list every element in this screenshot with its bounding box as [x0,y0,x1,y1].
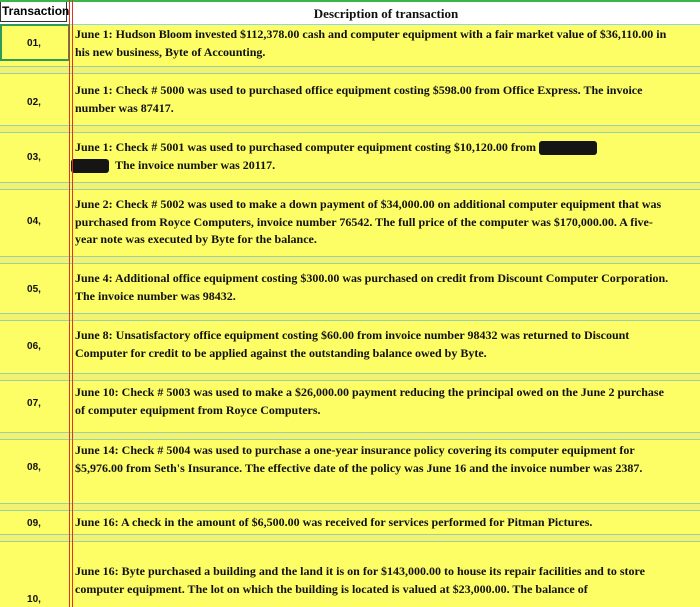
transaction-description: June 16: A check in the amount of $6,500.00 was received for services performed for Pitman Pictures. [75,515,593,529]
header-description: Description of transaction [313,6,459,21]
transaction-description: June 14: Check # 5004 was used to purchase a one-year insurance policy covering its computer equipment for $5,976.00 from Seth's Insurance. The effective date of the policy was June 16 and the invoice number was 2387. [75,443,643,475]
transaction-description: June 10: Check # 5003 was used to make a $26,000.00 payment reducing the principal owed on the June 2 purchase of computer equipment from Royce Computers. [75,385,664,417]
redaction-mark [539,141,597,155]
header-transaction: Transaction [0,0,67,22]
transaction-description: June 2: Check # 5002 was used to make a down payment of $34,000.00 on additional computer equipment that was purchased from Royce Computers, invoice number 76542. The full price of the computer was $170,000.00. A five-year note was executed by Byte for the balance. [75,197,662,246]
transaction-number: 05, [27,284,41,295]
row-separator [0,534,700,542]
transaction-description [75,139,675,174]
row-separator [0,182,700,190]
table-row [0,190,700,254]
margin-line [72,0,73,607]
table-row [0,381,700,433]
header-row [0,0,700,25]
table-row [0,511,700,535]
table-row [0,440,700,504]
transaction-number: 10, [27,594,41,605]
row-separator [0,503,700,511]
transaction-number: 01, [27,38,41,49]
top-rule [0,0,700,2]
row-separator [0,313,700,321]
redaction-mark [71,159,109,173]
transaction-number: 08, [27,462,41,473]
transaction-number: 07, [27,398,41,409]
transaction-description: June 1: Check # 5000 was used to purchased office equipment costing $598.00 from Office Express. The invoice number was 87417. [75,83,643,115]
transaction-number: 04, [27,216,41,227]
transaction-number: 09, [27,518,41,529]
row-separator [0,66,700,74]
margin-line [69,0,70,607]
table-row [0,321,700,373]
description-part-a: June 1: Check # 5001 was used to purchased computer equipment costing $10,120.00 from [75,140,537,154]
transaction-description: June 8: Unsatisfactory office equipment costing $60.00 from invoice number 98432 was returned to Discount Computer for credit to be applied against the outstanding balance owed by Byte. [75,328,630,360]
transaction-description: June 16: Byte purchased a building and the land it is on for $143,000.00 to house its repair facilities and to store computer equipment. The lot on which the building is located is valued at $23,000.00. The balance of [75,564,645,596]
row-separator [0,125,700,133]
table-row [0,133,700,181]
table-row [0,264,700,312]
table-row [0,24,700,64]
table-row [0,74,700,122]
transaction-description: June 1: Hudson Bloom invested $112,378.00 cash and computer equipment with a fair market value of $36,110.00 in his new business, Byte of Accounting. [75,27,667,59]
transaction-description: June 4: Additional office equipment costing $300.00 was purchased on credit from Discount Computer Corporation. The invoice number was 98432. [75,271,669,303]
row-separator [0,432,700,440]
row-separator [0,256,700,264]
description-part-b: The invoice number was 20117. [115,157,276,172]
row-separator [0,373,700,381]
transaction-number: 03, [27,152,41,163]
table-row [0,542,700,607]
transaction-number: 06, [27,341,41,352]
transaction-number: 02, [27,97,41,108]
